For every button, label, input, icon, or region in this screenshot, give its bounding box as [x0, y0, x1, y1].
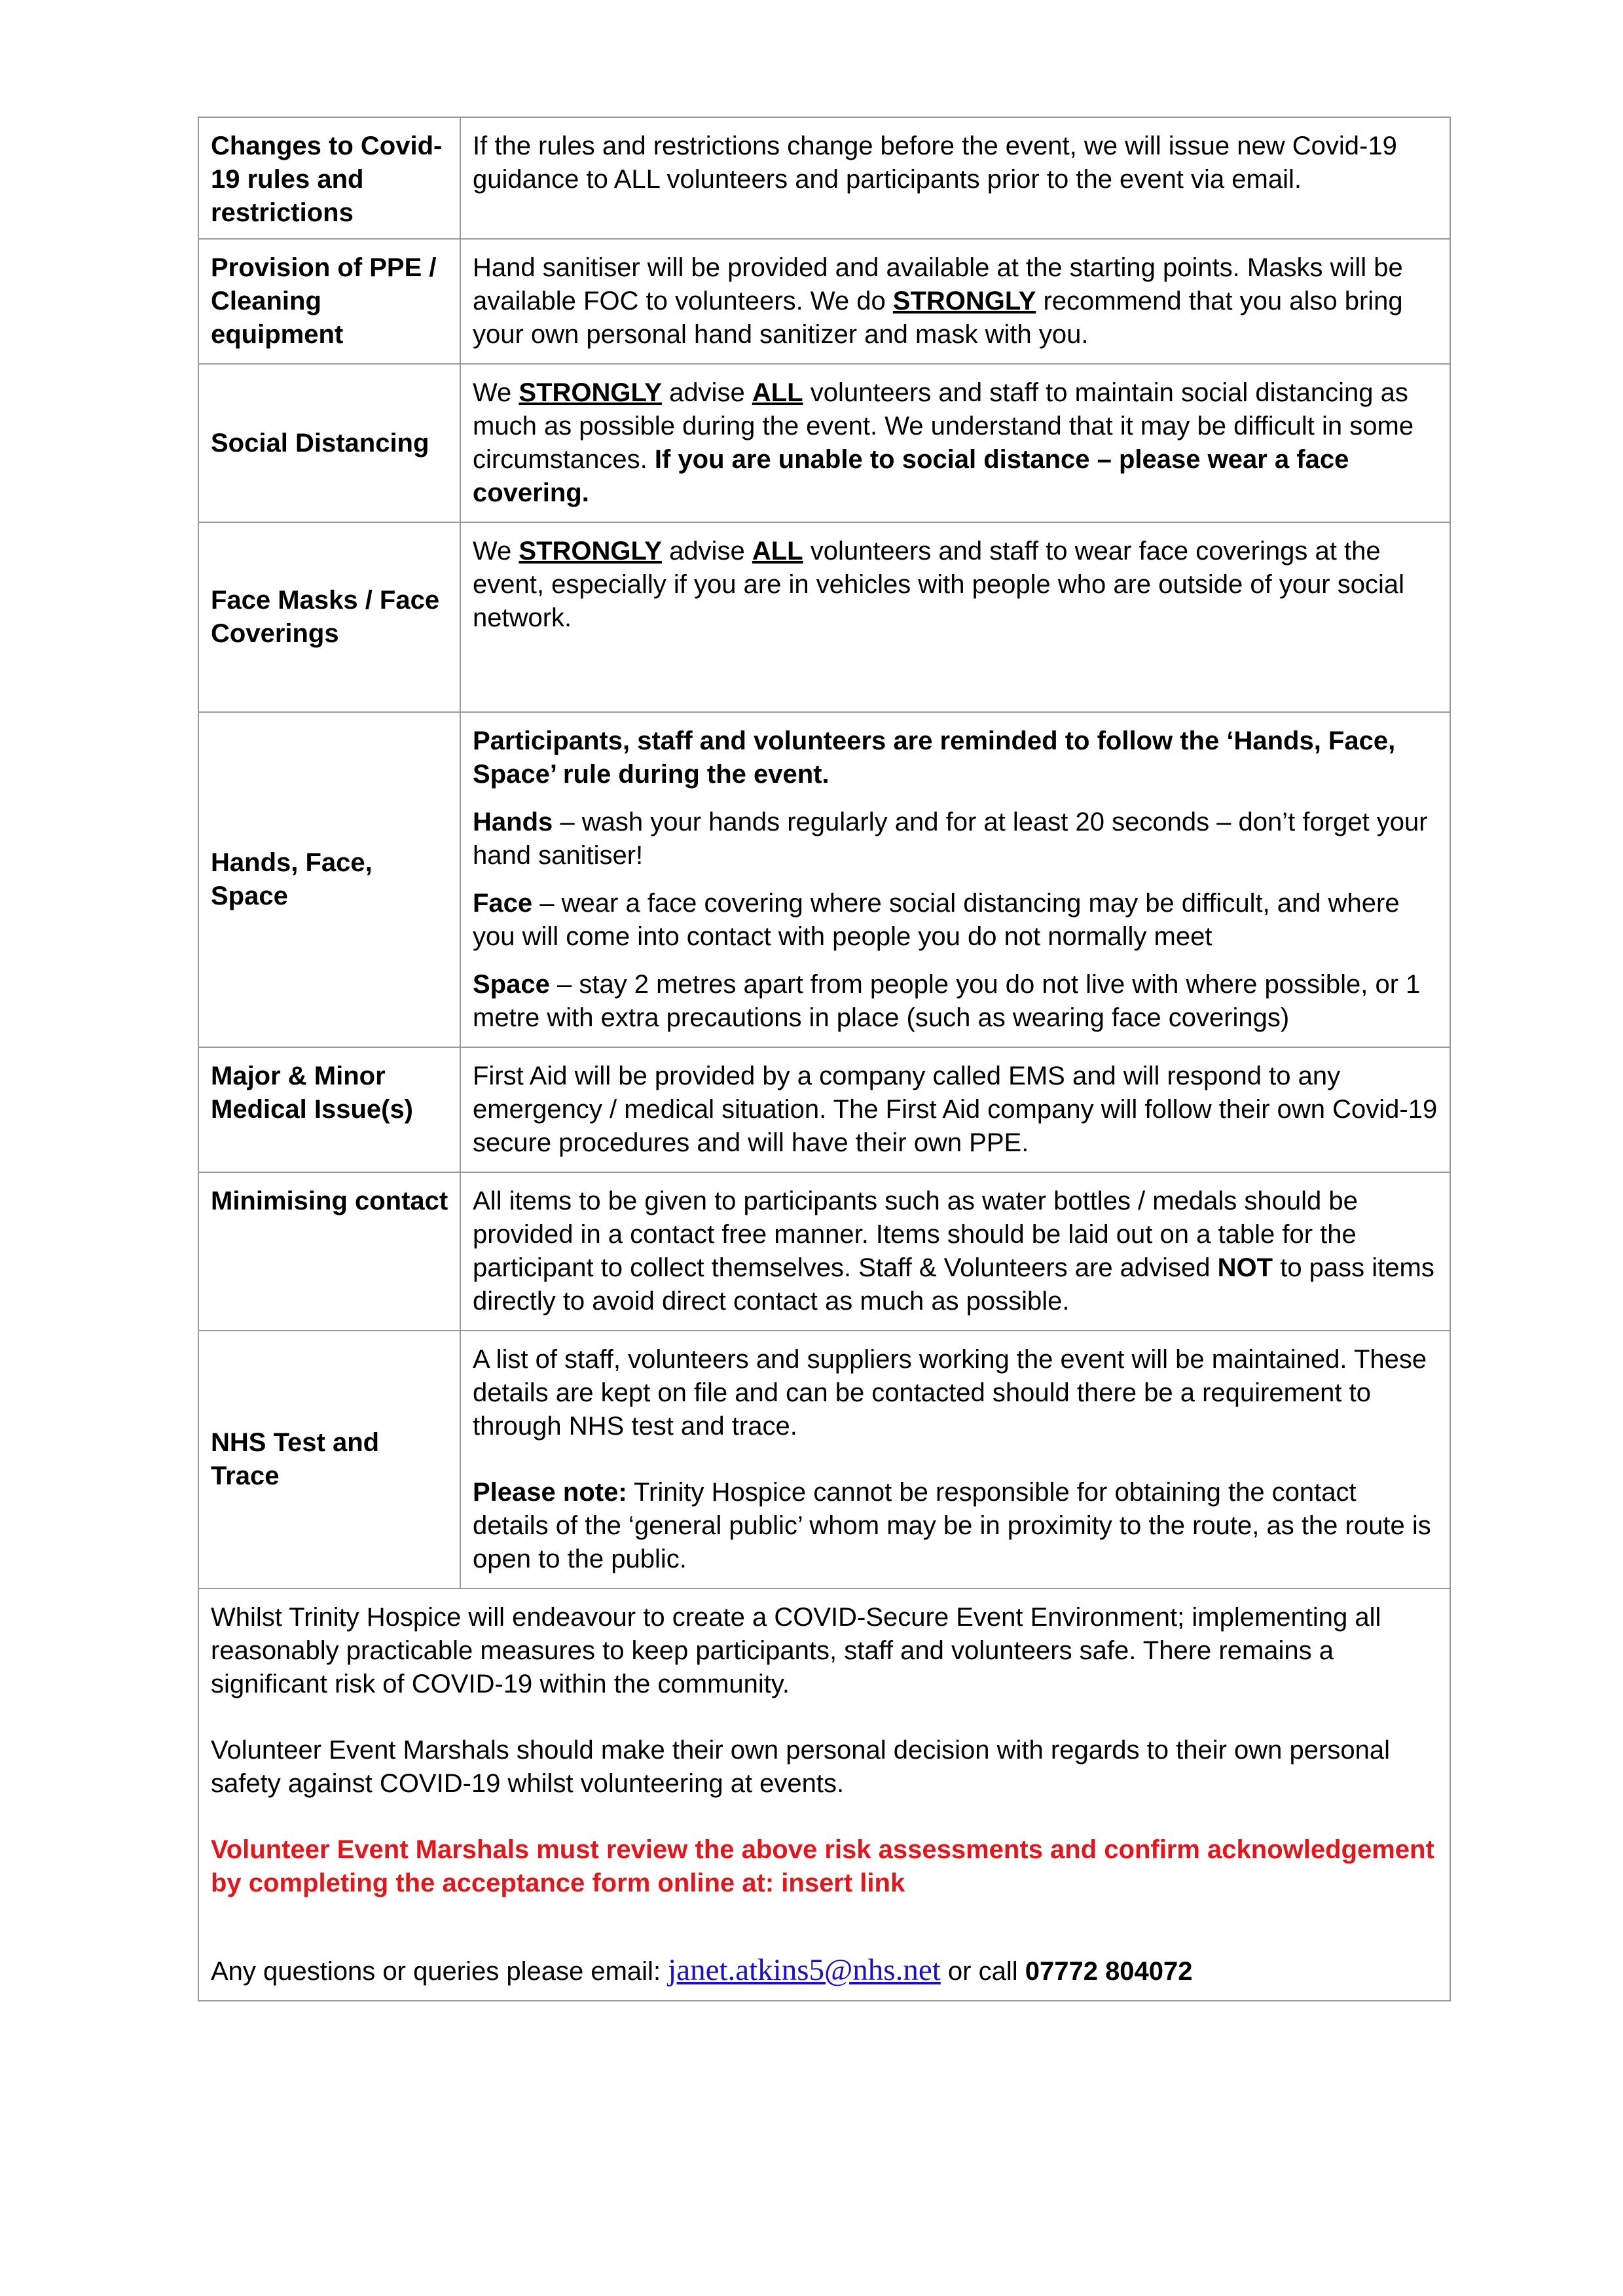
emphasis-strongly: STRONGLY — [519, 378, 662, 407]
row-text: We STRONGLY advise ALL volunteers and staff to maintain social distancing as much as possible during the event. We understand that it may be difficult in some circumstances. If you are unable to social distance – please wear a face covering. — [473, 378, 1414, 507]
table-row — [198, 1331, 1450, 1588]
bold-instruction: If you are unable to social distance – please wear a face covering. — [473, 445, 1349, 507]
please-note: Please note: Trinity Hospice cannot be responsible for obtaining the contact details of the ‘general public’ whom may be in proximity to the route, as the route is open to the public. — [473, 1478, 1431, 1573]
emphasis-not: NOT — [1217, 1253, 1273, 1282]
row-text: A list of staff, volunteers and suppliers working the event will be maintained. These details are kept on file and can be contacted should there be a requirement to through NHS test and trace. — [473, 1345, 1427, 1441]
email-link[interactable]: janet.atkins5@nhs.net — [668, 1953, 941, 1987]
row-label: Hands, Face, Space — [198, 712, 460, 1047]
emphasis-strongly: STRONGLY — [892, 287, 1036, 315]
table-row — [198, 1172, 1450, 1331]
emphasis-all: ALL — [752, 537, 803, 565]
table-row — [198, 522, 1450, 712]
footer-cell — [198, 1588, 1450, 2001]
row-text: If the rules and restrictions change before the event, we will issue new Covid-19 guidance to ALL volunteers and participants prior to the event via email. — [473, 132, 1397, 194]
row-label: Face Masks / Face Coverings — [198, 522, 460, 712]
footer-row — [198, 1588, 1450, 2001]
hfs-intro: Participants, staff and volunteers are reminded to follow the ‘Hands, Face, Space’ rule during the event. — [473, 726, 1396, 789]
row-text: All items to be given to participants such as water bottles / medals should be provided in a contact free manner. Items should be laid out on a table for the participant to collect themselves. Staff & Volunteers are advised NOT to pass items directly to avoid direct contact as much as possible. — [473, 1187, 1434, 1316]
table-row — [198, 712, 1450, 1047]
footer-paragraph-2: Volunteer Event Marshals should make their own personal decision with regards to their own personal safety against COVID-19 whilst volunteering at events. — [211, 1736, 1390, 1798]
hfs-face: Face – wear a face covering where social distancing may be difficult, and where you will come into contact with people you do not normally meet — [473, 889, 1400, 951]
emphasis-strongly: STRONGLY — [519, 537, 662, 565]
hfs-hands: Hands – wash your hands regularly and for at least 20 seconds – don’t forget your hand sanitiser! — [473, 808, 1428, 870]
row-text: We STRONGLY advise ALL volunteers and staff to wear face coverings at the event, especially if you are in vehicles with people who are outside of your social network. — [473, 537, 1405, 632]
row-text: First Aid will be provided by a company called EMS and will respond to any emergency / medical situation. The First Aid company will follow their own Covid-19 secure procedures and will have their own PPE. — [473, 1062, 1438, 1157]
row-label: NHS Test and Trace — [198, 1331, 460, 1588]
footer-contact: Any questions or queries please email: janet.atkins5@nhs.net or call 07772 804072 — [211, 1953, 1193, 1987]
row-label: Minimising contact — [198, 1172, 460, 1331]
footer-paragraph-1: Whilst Trinity Hospice will endeavour to create a COVID-Secure Event Environment; implementing all reasonably practicable measures to keep participants, staff and volunteers safe. There remains a significant risk of COVID-19 within the community. — [211, 1603, 1381, 1698]
row-label: Provision of PPE / Cleaning equipment — [198, 239, 460, 364]
table-row — [198, 364, 1450, 522]
table-row — [198, 239, 1450, 364]
row-label: Major & Minor Medical Issue(s) — [198, 1047, 460, 1172]
row-text: Hand sanitiser will be provided and available at the starting points. Masks will be available FOC to volunteers. We do STRONGLY recommend that you also bring your own personal hand sanitizer and mask with you. — [473, 253, 1403, 349]
table-row — [198, 117, 1450, 239]
table-row — [198, 1047, 1450, 1172]
row-label: Changes to Covid-19 rules and restrictions — [198, 117, 460, 239]
risk-assessment-table — [198, 117, 1451, 2001]
emphasis-all: ALL — [752, 378, 803, 407]
hfs-space: Space – stay 2 metres apart from people you do not live with where possible, or 1 metre with extra precautions in place (such as wearing face coverings) — [473, 970, 1421, 1032]
row-label: Social Distancing — [198, 364, 460, 522]
footer-warning: Volunteer Event Marshals must review the above risk assessments and confirm acknowledgement by completing the acceptance form online at: insert link — [211, 1835, 1434, 1897]
phone-number: 07772 804072 — [1025, 1957, 1193, 1986]
